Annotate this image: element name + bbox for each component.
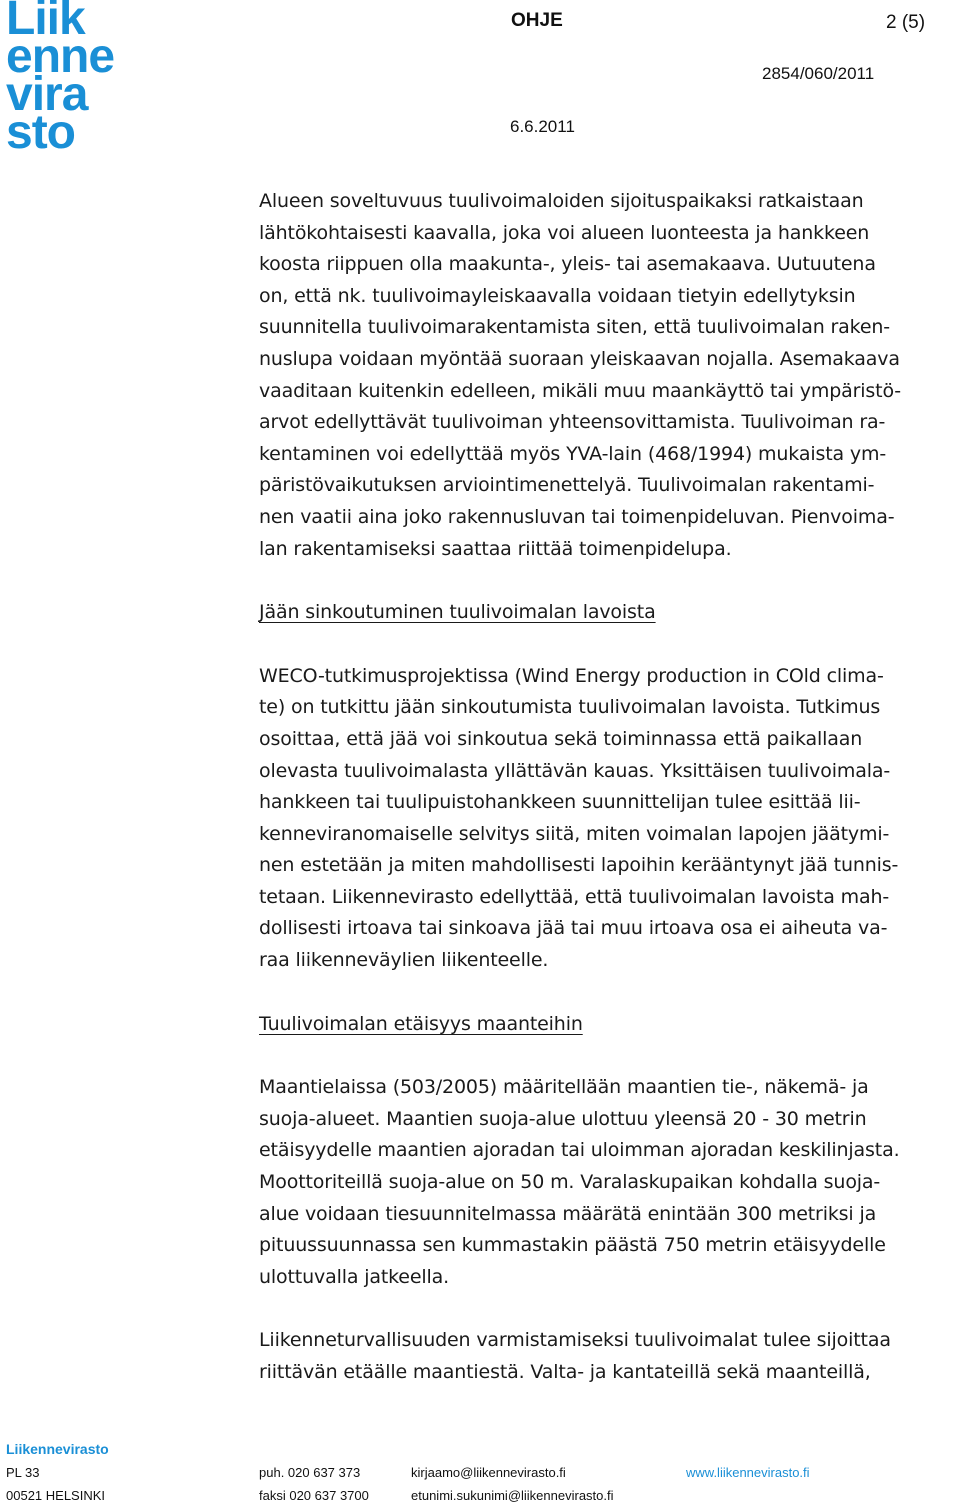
reference-number: 2854/060/2011 [762,64,875,83]
text-line: suoja-alueet. Maantien suoja-alue ulottuu yleensä 20 - 30 metrin [259,1107,867,1130]
text-line: pituussuunnassa sen kummastakin päästä 750 metrin etäisyydelle [259,1234,886,1257]
text-line: nen vaatii aina joko rakennusluvan tai toimenpideluvan. Pienvoima- [259,505,895,528]
document-type: OHJE [511,10,563,31]
text-line: riittävän etäälle maantiestä. Valta- ja kantateillä sekä maanteillä, [259,1361,871,1383]
footer-fax: faksi 020 637 3700 [259,1488,369,1503]
text-line: suunnitella tuulivoimarakentamista siten, että tuulivoimalan raken- [259,316,890,339]
text-line: nen estetään ja miten mahdollisesti lapoihin kerääntynyt jää tunnis- [259,854,899,877]
paragraph-kaavoitus [259,186,959,565]
text-line: koosta riippuen olla maakunta-, yleis- tai asemakaava. Uutuutena [259,253,876,276]
logo-line: Liik [6,0,85,45]
document-body [259,186,959,1389]
text-line: kenneviranomaiselle selvitys siitä, miten voimalan lapojen jäätymi- [259,822,890,845]
page-number: 2 (5) [886,12,926,33]
footer-phone: puh. 020 637 373 [259,1465,361,1480]
text-line: etäisyydelle maantien ajoradan tai uloimman ajoradan keskilinjasta. [259,1139,900,1162]
section-heading-etaisyys-maanteihin: Tuulivoimalan etäisyys maanteihin [259,1012,583,1035]
footer-registry-email[interactable]: kirjaamo@liikennevirasto.fi [411,1465,566,1480]
document-date: 6.6.2011 [510,117,575,136]
logo-line: enne [6,30,115,83]
footer-organization: Liikennevirasto [6,1441,109,1457]
footer-website-link[interactable]: www.liikennevirasto.fi [686,1465,810,1480]
footer-postal-address: 00521 HELSINKI [6,1488,106,1503]
text-line: lähtökohtaisesti kaavalla, joka voi alueen luonteesta ja hankkeen [259,221,870,244]
text-line: olevasta tuulivoimalasta yllättävän kauas. Yksittäisen tuulivoimala- [259,759,891,782]
text-line: Moottoriteillä suoja-alue on 50 m. Varalaskupaikan kohdalla suoja- [259,1171,881,1194]
text-line: dollisesti irtoava tai sinkoava jää tai muu irtoava osa ei aiheuta va- [259,917,888,940]
text-line: alue voidaan tiesuunnitelmassa määrätä enintään 300 metriksi ja [259,1202,877,1225]
text-line: Liikenneturvallisuuden varmistamiseksi tuulivoimalat tulee sijoittaa [259,1329,891,1352]
text-line: kentaminen voi edellyttää myös YVA-lain (468/1994) mukaista ym- [259,442,887,465]
paragraph-jaan-sinkoutuminen [259,661,959,977]
text-line: Maantielaissa (503/2005) määritellään maantien tie-, näkemä- ja [259,1076,869,1099]
text-line: hankkeen tai tuulipuistohankkeen suunnittelijan tulee esittää lii- [259,791,861,814]
text-line: vaaditaan kuitenkin edelleen, mikäli muu maankäyttö tai ympäristö- [259,379,901,402]
paragraph-maantielaki [259,1072,959,1293]
text-line: osoittaa, että jää voi sinkoutua sekä toiminnassa että paikallaan [259,727,863,750]
page-footer [0,1435,960,1505]
text-line: te) on tutkittu jään sinkoutumista tuulivoimalan lavoista. Tutkimus [259,696,881,719]
text-line: Alueen soveltuvuus tuulivoimaloiden sijoituspaikaksi ratkaistaan [259,190,864,212]
text-line: tetaan. Liikennevirasto edellyttää, että tuulivoimalan lavoista mah- [259,885,890,908]
text-line: WECO-tutkimusprojektissa (Wind Energy production in COld clima- [259,664,884,687]
footer-po-box: PL 33 [6,1465,40,1480]
logo-line: sto [6,106,75,159]
text-line: nuslupa voidaan myöntää suoraan yleiskaavan nojalla. Asemakaava [259,347,900,370]
section-heading-jaan-sinkoutuminen: Jään sinkoutuminen tuulivoimalan lavoista [259,601,656,624]
footer-email-pattern: etunimi.sukunimi@liikennevirasto.fi [411,1488,614,1503]
paragraph-liikenneturvallisuus [259,1325,959,1388]
text-line: raa liikenneväylien liikenteelle. [259,949,549,972]
text-line: ulottuvalla jatkeella. [259,1265,450,1288]
text-line: lan rakentamiseksi saattaa riittää toimenpidelupa. [259,537,732,560]
text-line: arvot edellyttävät tuulivoiman yhteensovittamista. Tuulivoiman ra- [259,411,886,434]
logo-line: vira [6,68,88,121]
text-line: päristövaikutuksen arviointimenettelyä. Tuulivoimalan rakentami- [259,474,875,497]
text-line: on, että nk. tuulivoimayleiskaavalla voidaan tietyin edellytyksin [259,284,856,307]
liikennevirasto-logo [6,0,136,159]
